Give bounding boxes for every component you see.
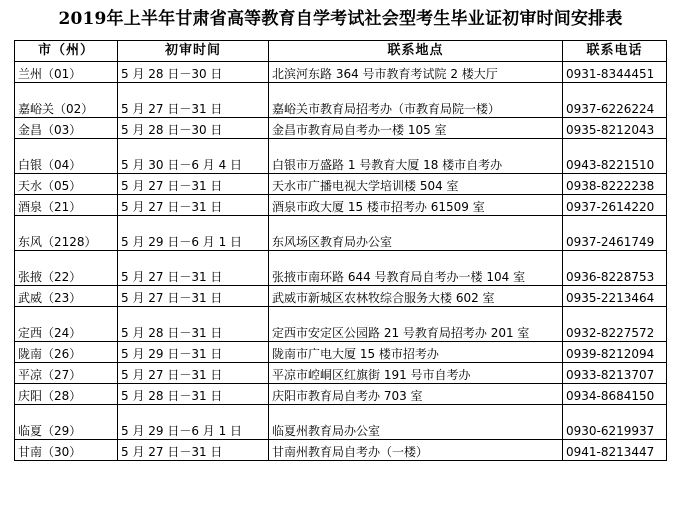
time-cell: 5 月 29 日－31 日	[118, 342, 269, 363]
phone-cell: 0933-8213707	[563, 363, 667, 384]
table-row	[15, 83, 667, 118]
place-cell: 白银市万盛路 1 号教育大厦 18 楼市自考办	[269, 139, 563, 174]
phone-cell: 0938-8222238	[563, 174, 667, 195]
city-cell: 天水（05）	[15, 174, 118, 195]
table-row	[15, 62, 667, 83]
place-cell: 金昌市教育局自考办一楼 105 室	[269, 118, 563, 139]
time-cell: 5 月 27 日－31 日	[118, 251, 269, 286]
table-row	[15, 286, 667, 307]
table-row	[15, 405, 667, 440]
place-cell: 定西市安定区公园路 21 号教育局招考办 201 室	[269, 307, 563, 342]
phone-cell: 0930-6219937	[563, 405, 667, 440]
phone-cell: 0935-2213464	[563, 286, 667, 307]
city-cell: 金昌（03）	[15, 118, 118, 139]
phone-cell: 0937-2614220	[563, 195, 667, 216]
table-row	[15, 139, 667, 174]
phone-cell: 0935-8212043	[563, 118, 667, 139]
time-cell: 5 月 30 日－6 月 4 日	[118, 139, 269, 174]
place-cell: 嘉峪关市教育局招考办（市教育局院一楼）	[269, 83, 563, 118]
city-cell: 东风（2128）	[15, 216, 118, 251]
city-cell: 甘南（30）	[15, 440, 118, 461]
table-row	[15, 384, 667, 405]
phone-cell: 0939-8212094	[563, 342, 667, 363]
place-cell: 临夏州教育局办公室	[269, 405, 563, 440]
table-row	[15, 174, 667, 195]
table-row	[15, 363, 667, 384]
city-cell: 张掖（22）	[15, 251, 118, 286]
table-row	[15, 216, 667, 251]
time-cell: 5 月 29 日－6 月 1 日	[118, 216, 269, 251]
column-header-phone: 联系电话	[563, 41, 667, 62]
city-cell: 庆阳（28）	[15, 384, 118, 405]
time-cell: 5 月 28 日－31 日	[118, 307, 269, 342]
table-header-row	[15, 41, 667, 62]
column-header-place: 联系地点	[269, 41, 563, 62]
city-cell: 武威（23）	[15, 286, 118, 307]
time-cell: 5 月 27 日－31 日	[118, 440, 269, 461]
place-cell: 东风场区教育局办公室	[269, 216, 563, 251]
table-row	[15, 307, 667, 342]
time-cell: 5 月 27 日－31 日	[118, 174, 269, 195]
table-row	[15, 251, 667, 286]
schedule-table	[14, 40, 667, 461]
time-cell: 5 月 27 日－31 日	[118, 83, 269, 118]
city-cell: 陇南（26）	[15, 342, 118, 363]
place-cell: 酒泉市政大厦 15 楼市招考办 61509 室	[269, 195, 563, 216]
table-row	[15, 440, 667, 461]
phone-cell: 0934-8684150	[563, 384, 667, 405]
time-cell: 5 月 27 日－31 日	[118, 195, 269, 216]
phone-cell: 0932-8227572	[563, 307, 667, 342]
phone-cell: 0937-6226224	[563, 83, 667, 118]
table-row	[15, 342, 667, 363]
place-cell: 北滨河东路 364 号市教育考试院 2 楼大厅	[269, 62, 563, 83]
place-cell: 武威市新城区农林牧综合服务大楼 602 室	[269, 286, 563, 307]
place-cell: 张掖市南环路 644 号教育局自考办一楼 104 室	[269, 251, 563, 286]
place-cell: 庆阳市教育局自考办 703 室	[269, 384, 563, 405]
phone-cell: 0936-8228753	[563, 251, 667, 286]
city-cell: 白银（04）	[15, 139, 118, 174]
place-cell: 甘南州教育局自考办（一楼）	[269, 440, 563, 461]
city-cell: 酒泉（21）	[15, 195, 118, 216]
time-cell: 5 月 29 日－6 月 1 日	[118, 405, 269, 440]
city-cell: 嘉峪关（02）	[15, 83, 118, 118]
page-title: 2019年上半年甘肃省高等教育自学考试社会型考生毕业证初审时间安排表	[58, 9, 623, 29]
place-cell: 陇南市广电大厦 15 楼市招考办	[269, 342, 563, 363]
time-cell: 5 月 27 日－31 日	[118, 286, 269, 307]
city-cell: 定西（24）	[15, 307, 118, 342]
place-cell: 天水市广播电视大学培训楼 504 室	[269, 174, 563, 195]
table-row	[15, 118, 667, 139]
time-cell: 5 月 28 日－30 日	[118, 118, 269, 139]
time-cell: 5 月 28 日－30 日	[118, 62, 269, 83]
column-header-city: 市（州）	[15, 41, 118, 62]
phone-cell: 0937-2461749	[563, 216, 667, 251]
city-cell: 临夏（29）	[15, 405, 118, 440]
phone-cell: 0943-8221510	[563, 139, 667, 174]
time-cell: 5 月 28 日－31 日	[118, 384, 269, 405]
city-cell: 平凉（27）	[15, 363, 118, 384]
phone-cell: 0941-8213447	[563, 440, 667, 461]
place-cell: 平凉市崆峒区红旗街 191 号市自考办	[269, 363, 563, 384]
column-header-time: 初审时间	[118, 41, 269, 62]
phone-cell: 0931-8344451	[563, 62, 667, 83]
city-cell: 兰州（01）	[15, 62, 118, 83]
time-cell: 5 月 27 日－31 日	[118, 363, 269, 384]
table-row	[15, 195, 667, 216]
